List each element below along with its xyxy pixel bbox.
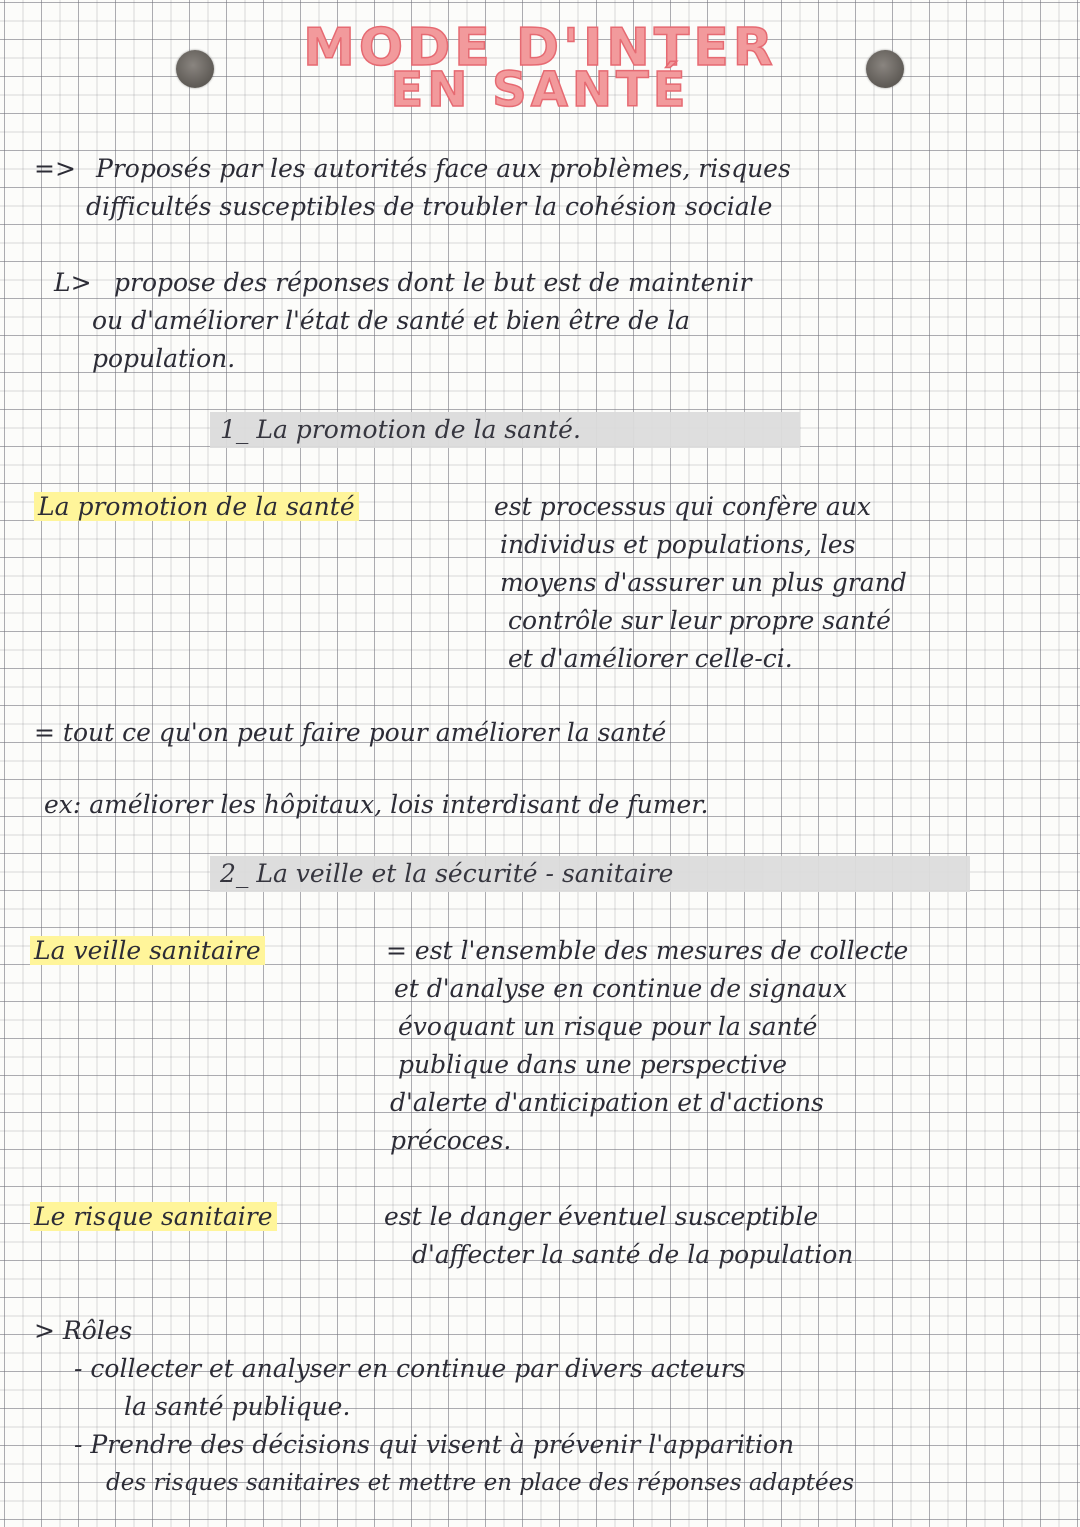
- role1-line1: - collecter et analyser en continue par divers acteurs: [74, 1354, 746, 1383]
- intro-line1: Proposés par les autorités face aux problèmes, risques: [96, 154, 791, 183]
- section1-def2: individus et populations, les: [500, 530, 856, 559]
- section1-heading: 1_ La promotion de la santé.: [220, 415, 581, 444]
- section1-def1: est processus qui confère aux: [494, 492, 872, 521]
- section1-equivalence: = tout ce qu'on peut faire pour améliorer la santé: [34, 718, 667, 747]
- intro-arrow: =>: [34, 154, 76, 183]
- page-title-line2: EN SANTÉ: [390, 62, 690, 118]
- page-title-line1: MODE D'INTER: [303, 18, 777, 78]
- section2-def1-1: = est l'ensemble des mesures de collecte: [386, 936, 909, 965]
- section2-def2-2: d'affecter la santé de la population: [412, 1240, 854, 1269]
- section2-term2: [30, 1198, 277, 1236]
- intro-line3: propose des réponses dont le but est de maintenir: [114, 268, 752, 297]
- section1-def4: contrôle sur leur propre santé: [508, 606, 891, 635]
- section1-def3: moyens d'assurer un plus grand: [500, 568, 907, 597]
- section1-def5: et d'améliorer celle-ci.: [508, 644, 793, 673]
- intro-sub-arrow: L>: [54, 268, 92, 297]
- role2-line1: - Prendre des décisions qui visent à prévenir l'apparition: [74, 1430, 795, 1459]
- section1-term: [34, 488, 359, 526]
- role1-line2: la santé publique.: [124, 1392, 351, 1421]
- section2-heading: 2_ La veille et la sécurité - sanitaire: [220, 859, 674, 888]
- section2-def1-4: publique dans une perspective: [398, 1050, 788, 1079]
- intro-line2: difficultés susceptibles de troubler la cohésion sociale: [86, 192, 773, 221]
- intro-line5: population.: [92, 344, 236, 373]
- section2-def1-6: précoces.: [390, 1126, 512, 1155]
- term-highlight: La veille sanitaire: [30, 936, 265, 965]
- section2-def1-2: et d'analyse en continue de signaux: [394, 974, 848, 1003]
- roles-title: > Rôles: [34, 1316, 133, 1345]
- section1-heading-band: [210, 412, 800, 448]
- section2-def1-3: évoquant un risque pour la santé: [398, 1012, 818, 1041]
- term-highlight: La promotion de la santé: [34, 492, 359, 521]
- section1-example: ex: améliorer les hôpitaux, lois interdisant de fumer.: [44, 790, 709, 819]
- intro-line4: ou d'améliorer l'état de santé et bien être de la: [92, 306, 690, 335]
- section2-heading-band: [210, 856, 970, 892]
- section2-def1-5: d'alerte d'anticipation et d'actions: [390, 1088, 824, 1117]
- role2-line2: des risques sanitaires et mettre en place des réponses adaptées: [106, 1470, 855, 1496]
- term-highlight: Le risque sanitaire: [30, 1202, 277, 1231]
- section2-def2-1: est le danger éventuel susceptible: [384, 1202, 819, 1231]
- section2-term1: [30, 932, 265, 970]
